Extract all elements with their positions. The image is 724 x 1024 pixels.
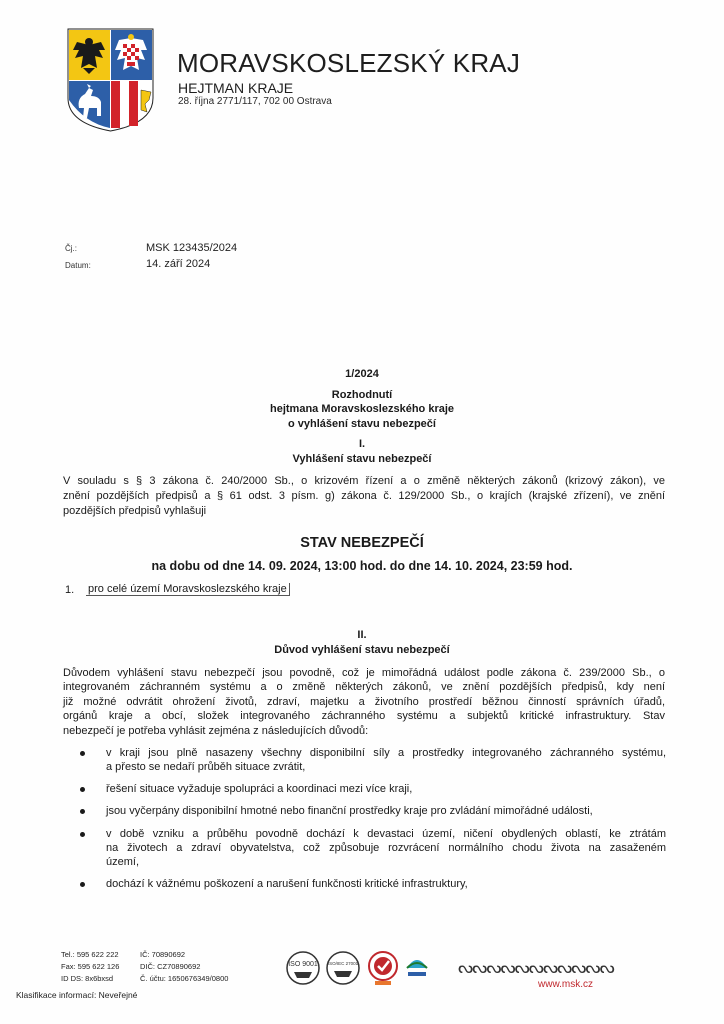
- msk-logo-waves: ᔓᔓᔓᔓᔓᔓᔓᔓᔓᔓᔓ: [458, 958, 614, 978]
- paragraph-line: V souladu s § 3 zákona č. 240/2000 Sb., o krizovém řízení a o změně některých zákonů (krizový zákon), ve: [63, 475, 665, 487]
- bullet-icon: [80, 809, 85, 814]
- bullet-line: jsou vyčerpány disponibilní hmotné nebo finanční prostředky kraje pro zvládání mimořádné události,: [106, 805, 593, 817]
- bullet-line: na životech a zdraví obyvatelstva, což způsobuje rozvrácení normálního chodu života na zasaženém: [106, 842, 666, 854]
- footer-bank-account: Č. účtu: 1650676349/0800: [140, 974, 229, 983]
- section-2-roman: II.: [357, 629, 367, 641]
- decision-title-issuer: hejtmana Moravskoslezského kraje: [269, 403, 455, 415]
- emas-cert-icon: [404, 950, 430, 984]
- paragraph-line: Důvodem vyhlášení stavu nebezpečí jsou povodně, což je mimořádná událost podle zákona č. 239/2000 Sb., o: [63, 667, 665, 679]
- bullet-line: v době vzniku a průběhu povodně dochází k devastaci území, ničení obydlených oblastí, ke ztrátám: [106, 828, 666, 840]
- website-link[interactable]: www.msk.cz: [538, 979, 593, 990]
- coat-of-arms-logo: [67, 28, 154, 132]
- iso-9001-cert-icon: [285, 950, 321, 986]
- region-title: MORAVSKOSLEZSKÝ KRAJ: [177, 48, 521, 78]
- state-of-danger-heading: STAV NEBEZPEČÍ: [300, 535, 424, 551]
- information-classification: Klasifikace informací: Neveřejné: [16, 990, 138, 1000]
- footer-ic: IČ: 70890692: [140, 950, 186, 959]
- bullet-line: dochází k vážnému poškození a narušení funkčnosti kritické infrastruktury,: [106, 878, 468, 890]
- iso-9001-cert-text: ISO 9001: [288, 961, 318, 968]
- bullet-icon: [80, 832, 85, 837]
- footer-dic: DIČ: CZ70890692: [140, 962, 201, 971]
- paragraph-line: integrovaném záchranném systému a o změně některých zákonů, ve znění pozdějších předpisů, kdy není: [63, 681, 665, 694]
- footer-data-box: ID DS: 8x6bxsd: [61, 974, 114, 983]
- paragraph-line: orgánů kraje a obcí, složek integrovaného záchranného systému a subjektů kritické infrastruktury. Stav: [63, 710, 665, 723]
- office-subtitle: HEJTMAN KRAJE: [178, 80, 294, 96]
- paragraph-line: pozdějších předpisů vyhlašuji: [63, 505, 207, 517]
- iso-27001-cert-text: ISO/IEC 27001: [327, 961, 359, 966]
- bullet-line: území,: [106, 856, 140, 868]
- decision-number: 1/2024: [345, 368, 379, 380]
- bullet-line: a přesto se nedaří průběh situace zvrátit,: [106, 761, 306, 773]
- item-text: pro celé území Moravskoslezského kraje: [86, 583, 290, 596]
- footer-phone: Tel.: 595 622 222: [61, 950, 119, 959]
- decision-title-subject: o vyhlášení stavu nebezpečí: [288, 418, 436, 430]
- paragraph-line: znění pozdějších předpisů a § 61 odst. 3 písm. g) zákona č. 129/2000 Sb., o krajích (krajské zřízení), ve znění: [63, 490, 665, 502]
- decision-title: Rozhodnutí: [331, 389, 393, 401]
- footer-contact: [61, 949, 228, 985]
- bullet-icon: [80, 787, 85, 792]
- paragraph-line: již možné odvrátit ohrožení životů, zdraví, majetku a životního prostředí běžnou činností správních úřadů,: [63, 695, 665, 708]
- reference-number-label: Čj.:: [65, 244, 77, 253]
- section-2-heading: Důvod vyhlášení stavu nebezpečí: [274, 644, 450, 656]
- section-1-heading: Vyhlášení stavu nebezpečí: [292, 453, 432, 465]
- section-1-roman: I.: [358, 438, 366, 450]
- footer-fax: Fax: 595 622 126: [61, 962, 120, 971]
- iso-27001-cert-icon: [325, 950, 361, 986]
- bullet-line: řešení situace vyžaduje spolupráci a koordinaci mezi více kraji,: [106, 783, 413, 795]
- date-label: Datum:: [65, 261, 91, 270]
- bullet-icon: [80, 751, 85, 756]
- paragraph-line: nebezpečí je potřeba vyhlásit zejména z následujících důvodů:: [63, 724, 369, 737]
- reference-number: MSK 123435/2024: [146, 242, 238, 254]
- bullet-icon: [80, 882, 85, 887]
- bullet-line: v kraji jsou plně nasazeny všechny disponibilní síly a prostředky integrovaného záchranného systému,: [106, 747, 666, 759]
- section-2-paragraph: [63, 666, 665, 738]
- section-1-paragraph: [63, 474, 665, 519]
- state-duration: na dobu od dne 14. 09. 2024, 13:00 hod. do dne 14. 10. 2024, 23:59 hod.: [151, 559, 573, 573]
- office-address: 28. října 2771/117, 702 00 Ostrava: [178, 96, 332, 107]
- item-number: 1.: [65, 584, 75, 596]
- document-date: 14. září 2024: [146, 258, 211, 270]
- sgs-cert-icon: [365, 950, 401, 986]
